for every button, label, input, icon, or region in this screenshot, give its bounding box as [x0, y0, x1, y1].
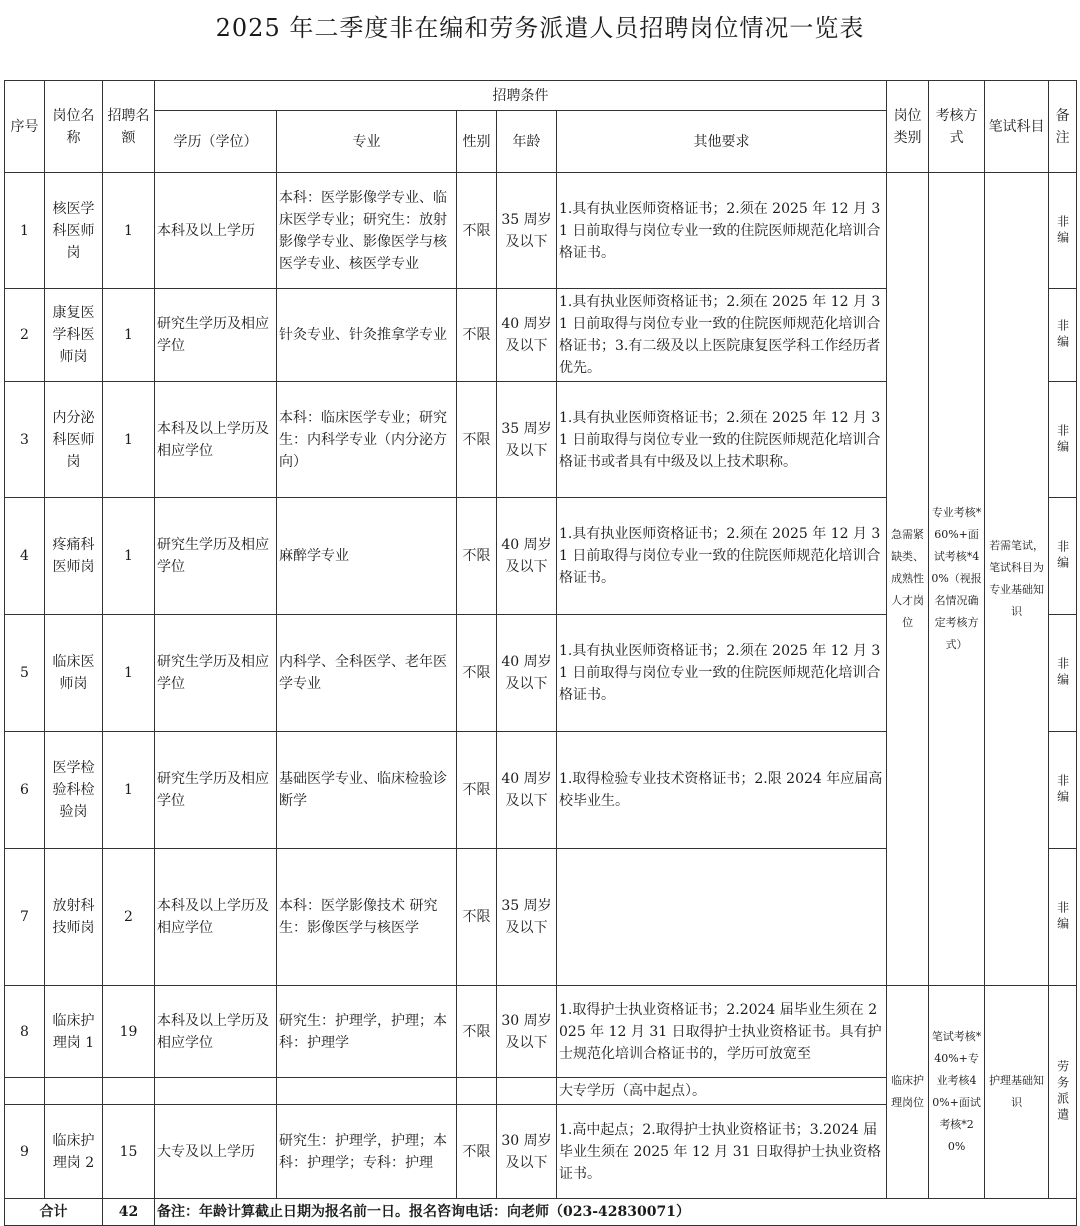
- row-post: 康复医学科医师岗: [45, 289, 103, 382]
- header-other: 其他要求: [557, 111, 887, 173]
- row-other: 1.高中起点；2.取得护士执业资格证书；3.2024 届毕业生须在 2025 年 12 月 31 日取得护士执业资格证书。: [557, 1105, 887, 1199]
- header-edu: 学历（学位）: [155, 111, 277, 173]
- row-gender: 不限: [457, 1105, 497, 1199]
- row-post: 临床护理岗 1: [45, 986, 103, 1078]
- row-gender: 不限: [457, 732, 497, 849]
- row-major: 本科：临床医学专业；研究生：内科学专业（内分泌方向）: [277, 382, 457, 498]
- row-count: 1: [103, 289, 155, 382]
- row-other: 1.具有执业医师资格证书；2.须在 2025 年 12 月 31 日前取得与岗位专业一致的住院医师规范化培训合格证书。: [557, 498, 887, 615]
- total-row: [5, 1199, 1077, 1226]
- row-remark: 非编: [1055, 657, 1070, 689]
- row-gender: 不限: [457, 986, 497, 1078]
- row-other: 1.具有执业医师资格证书；2.须在 2025 年 12 月 31 日前取得与岗位专业一致的住院医师规范化培训合格证书。: [557, 615, 887, 732]
- row-seq: 7: [5, 849, 45, 986]
- row-post: 临床护理岗 2: [45, 1105, 103, 1199]
- row-post: 放射科技师岗: [45, 849, 103, 986]
- row-post: 医学检验科检验岗: [45, 732, 103, 849]
- row-other: 1.取得检验专业技术资格证书；2.限 2024 年应届高校毕业生。: [557, 732, 887, 849]
- row-post: 核医学科医师岗: [45, 173, 103, 289]
- row-remark: 非编: [1055, 901, 1070, 933]
- row-age: 35 周岁及以下: [497, 849, 557, 986]
- header-count: 招聘名额: [103, 81, 155, 173]
- row-major: 麻醉学专业: [277, 498, 457, 615]
- row-post: 疼痛科医师岗: [45, 498, 103, 615]
- page-title: 2025 年二季度非在编和劳务派遣人员招聘岗位情况一览表: [215, 14, 865, 42]
- header-major: 专业: [277, 111, 457, 173]
- row-age: 40 周岁及以下: [497, 732, 557, 849]
- row-other: [557, 849, 887, 986]
- row-seq: 4: [5, 498, 45, 615]
- written-subject-b: 护理基础知识: [985, 986, 1049, 1199]
- row-count: 1: [103, 498, 155, 615]
- row-edu: 本科及以上学历: [155, 173, 277, 289]
- row-age: 40 周岁及以下: [497, 615, 557, 732]
- exam-method-a: 专业考核*60%+面试考核*40%（视报名情况确定考核方式）: [929, 173, 985, 986]
- row-count: 1: [103, 732, 155, 849]
- row-seq: 8: [5, 986, 45, 1078]
- row-gender: 不限: [457, 849, 497, 986]
- row-age: 35 周岁及以下: [497, 382, 557, 498]
- row-gender: 不限: [457, 498, 497, 615]
- row-seq: 2: [5, 289, 45, 382]
- row-major: 本科：医学影像技术 研究生：影像医学与核医学: [277, 849, 457, 986]
- category-nursing: 临床护理岗位: [887, 986, 929, 1199]
- header-post: 岗位名称: [45, 81, 103, 173]
- row-count: 2: [103, 849, 155, 986]
- row-seq: 3: [5, 382, 45, 498]
- header-exam: 考核方式: [929, 81, 985, 173]
- exam-method-b: 笔试考核*40%+专业考核40%+面试考核*20%: [929, 986, 985, 1199]
- row-count: 15: [103, 1105, 155, 1199]
- written-subject-a: 若需笔试，笔试科目为专业基础知识: [985, 173, 1049, 986]
- row-edu: 研究生学历及相应学位: [155, 732, 277, 849]
- footnote: 备注：年龄计算截止日期为报名前一日。报名咨询电话：向老师（023-42830071）: [155, 1199, 1077, 1226]
- recruitment-table: [4, 80, 1077, 1226]
- row-remark: 非编: [1055, 423, 1070, 456]
- row-post: 内分泌科医师岗: [45, 382, 103, 498]
- row-edu: 研究生学历及相应学位: [155, 615, 277, 732]
- row-gender: 不限: [457, 615, 497, 732]
- row-count: 1: [103, 615, 155, 732]
- row-count: 19: [103, 986, 155, 1078]
- header-category: 岗位类别: [887, 81, 929, 173]
- row-major: 本科：医学影像学专业、临床医学专业；研究生：放射影像学专业、影像医学与核医学专业、核医学专业: [277, 173, 457, 289]
- row-edu: 大专及以上学历: [155, 1105, 277, 1199]
- row-age: 40 周岁及以下: [497, 289, 557, 382]
- row-seq: 5: [5, 615, 45, 732]
- header-seq: 序号: [5, 81, 45, 173]
- category-emergency: 急需紧缺类、成熟性人才岗位: [887, 173, 929, 986]
- row-gender: 不限: [457, 382, 497, 498]
- row-edu: 本科及以上学历及相应学位: [155, 382, 277, 498]
- row-other: 1.具有执业医师资格证书；2.须在 2025 年 12 月 31 日前取得与岗位专业一致的住院医师规范化培训合格证书。: [557, 173, 887, 289]
- row-other-continued: 大专学历（高中起点）。: [557, 1078, 887, 1105]
- row-remark: 劳务派遣: [1055, 1060, 1070, 1124]
- row-edu: 本科及以上学历及相应学位: [155, 986, 277, 1078]
- header-conditions: 招聘条件: [155, 81, 887, 111]
- total-count: 42: [103, 1199, 155, 1226]
- row-seq: 6: [5, 732, 45, 849]
- header-age: 年龄: [497, 111, 557, 173]
- header-written: 笔试科目: [985, 81, 1049, 173]
- row-remark: 非编: [1055, 540, 1070, 572]
- row-edu: 本科及以上学历及相应学位: [155, 849, 277, 986]
- row-major: 基础医学专业、临床检验诊断学: [277, 732, 457, 849]
- row-gender: 不限: [457, 173, 497, 289]
- row-major: 研究生：护理学，护理；本科：护理学；专科：护理: [277, 1105, 457, 1199]
- row-count: 1: [103, 173, 155, 289]
- row-age: 35 周岁及以下: [497, 173, 557, 289]
- row-remark: 非编: [1055, 319, 1070, 351]
- row-remark: 非编: [1055, 774, 1070, 806]
- row-age: 40 周岁及以下: [497, 498, 557, 615]
- row-edu: 研究生学历及相应学位: [155, 289, 277, 382]
- row-remark: 非编: [1055, 214, 1070, 247]
- row-major: 研究生：护理学，护理；本科：护理学: [277, 986, 457, 1078]
- row-other: 1.具有执业医师资格证书；2.须在 2025 年 12 月 31 日前取得与岗位专业一致的住院医师规范化培训合格证书；3.有二级及以上医院康复医学科工作经历者优先。: [557, 289, 887, 382]
- row-age: 30 周岁及以下: [497, 1105, 557, 1199]
- row-major: 针灸专业、针灸推拿学专业: [277, 289, 457, 382]
- row-gender: 不限: [457, 289, 497, 382]
- row-other: 1.取得护士执业资格证书；2.2024 届毕业生须在 2025 年 12 月 31 日取得护士执业资格证书。具有护士规范化培训合格证书的，学历可放宽至: [557, 986, 887, 1078]
- row-seq: 9: [5, 1105, 45, 1199]
- header-gender: 性别: [457, 111, 497, 173]
- row-major: 内科学、全科医学、老年医学专业: [277, 615, 457, 732]
- row-other: 1.具有执业医师资格证书；2.须在 2025 年 12 月 31 日前取得与岗位专业一致的住院医师规范化培训合格证书或者具有中级及以上技术职称。: [557, 382, 887, 498]
- row-seq: 1: [5, 173, 45, 289]
- row-count: 1: [103, 382, 155, 498]
- table-row: [5, 173, 1077, 289]
- row-post: 临床医师岗: [45, 615, 103, 732]
- total-label: 合计: [5, 1199, 103, 1226]
- row-edu: 研究生学历及相应学位: [155, 498, 277, 615]
- header-remark: 备注: [1049, 81, 1077, 173]
- table-row: [5, 986, 1077, 1078]
- row-age: 30 周岁及以下: [497, 986, 557, 1078]
